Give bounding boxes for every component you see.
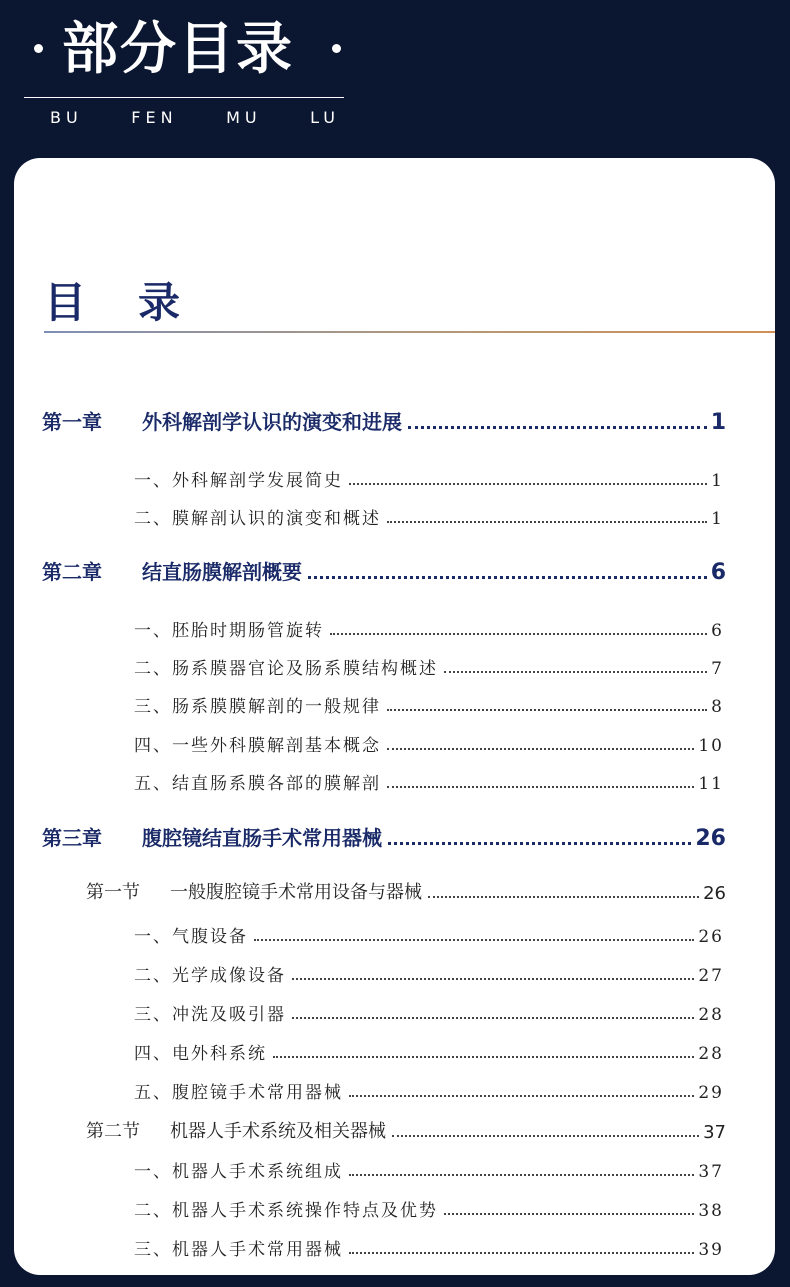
toc-heading: 目录 [44,278,233,327]
toc-entry-number: 第一章 [42,410,102,434]
toc-entry-label [134,1196,438,1221]
toc-entry-node[interactable] [86,878,726,904]
dot-leader [292,1016,694,1019]
toc-entry-page: 10 [698,736,724,756]
toc-entry-page: 39 [698,1240,724,1260]
toc-entry-number: 第三章 [42,826,102,850]
toc-entry-page: 37 [698,1162,724,1182]
dot-leader [388,841,691,845]
dot-leader [392,1134,699,1137]
dot-leader [408,425,707,429]
toc-entry-number: 第一节 [86,882,140,903]
toc-entry-section[interactable] [134,616,724,641]
toc-entry-chapter[interactable] [42,822,726,851]
toc-entry-page: 29 [698,1083,724,1103]
toc-entry-title: 结直肠膜解剖概要 [142,560,302,584]
toc-entry-label [134,1039,267,1064]
dot-leader [387,747,694,750]
toc-entry-label [42,556,302,585]
toc-entry-title: 一、外科解剖学发展简史 [134,471,343,491]
toc-entry-label [134,1235,343,1260]
toc-entry-title: 五、结直肠系膜各部的膜解剖 [134,774,381,794]
pinyin-syllable: BU [50,108,83,127]
toc-entry-page: 26 [703,883,726,904]
banner-pinyin [50,108,340,127]
toc-entry-title: 二、光学成像设备 [134,966,286,986]
dot-leader [254,938,694,941]
banner-title: 部分目录 [62,17,294,82]
toc-entry-title: 五、腹腔镜手术常用器械 [134,1083,343,1103]
dot-leader [292,977,694,980]
toc-entry-label [42,406,402,435]
toc-entry-page: 8 [711,697,724,717]
toc-entry-label [134,731,381,756]
toc-entry-section[interactable] [134,1078,724,1103]
toc-entry-page: 26 [695,826,726,851]
dot-leader [428,895,699,898]
bullet-dot-left [34,44,43,53]
toc-entry-label [86,1117,386,1143]
toc-entry-section[interactable] [134,504,724,529]
toc-entry-page: 38 [698,1201,724,1221]
dot-leader [273,1055,694,1058]
toc-heading-rule [44,331,775,333]
toc-entry-title: 三、机器人手术常用器械 [134,1240,343,1260]
toc-entry-section[interactable] [134,654,724,679]
toc-entry-label [134,961,286,986]
pinyin-syllable: FEN [131,108,178,127]
toc-entry-label [134,504,381,529]
toc-entry-title: 一般腹腔镜手术常用设备与器械 [170,882,422,903]
toc-entry-title: 一、气腹设备 [134,927,248,947]
toc-entry-label [134,692,381,717]
toc-entry-title: 机器人手术系统及相关器械 [170,1121,386,1142]
toc-entry-title: 三、冲洗及吸引器 [134,1005,286,1025]
toc-entry-title: 三、肠系膜膜解剖的一般规律 [134,697,381,717]
dot-leader [444,1212,694,1215]
toc-entry-section[interactable] [134,692,724,717]
toc-entry-section[interactable] [134,1196,724,1221]
toc-entry-label [42,822,382,851]
toc-entry-title: 外科解剖学认识的演变和进展 [142,410,402,434]
toc-entry-section[interactable] [134,466,724,491]
toc-entry-node[interactable] [86,1117,726,1143]
dot-leader [387,785,694,788]
toc-entry-label [134,616,324,641]
toc-entry-title: 一、胚胎时期肠管旋转 [134,621,324,641]
dot-leader [349,1251,694,1254]
toc-entry-page: 27 [698,966,724,986]
right-edge-strip [776,158,790,1275]
toc-entry-page: 28 [698,1005,724,1025]
toc-entry-page: 7 [711,659,724,679]
toc-entry-page: 1 [711,509,724,529]
toc-entry-label [134,1078,343,1103]
banner-underline [24,97,344,98]
toc-entry-title: 二、肠系膜器官论及肠系膜结构概述 [134,659,438,679]
toc-entry-label [86,878,422,904]
bullet-dot-right [332,44,341,53]
toc-entry-label [134,1157,343,1182]
dot-leader [444,670,707,673]
dot-leader [330,632,707,635]
toc-entry-page: 26 [698,927,724,947]
dot-leader [349,1094,694,1097]
dot-leader [349,482,707,485]
toc-entry-title: 二、机器人手术系统操作特点及优势 [134,1201,438,1221]
toc-entry-label [134,1000,286,1025]
toc-entry-section[interactable] [134,922,724,947]
toc-entry-label [134,769,381,794]
toc-entry-section[interactable] [134,1235,724,1260]
toc-entry-page: 11 [698,774,724,794]
toc-entry-section[interactable] [134,731,724,756]
toc-entry-page: 1 [711,471,724,491]
toc-entry-number: 第二节 [86,1121,140,1142]
toc-entry-title: 一、机器人手术系统组成 [134,1162,343,1182]
toc-entry-section[interactable] [134,1000,724,1025]
toc-entry-label [134,922,248,947]
toc-entry-label [134,466,343,491]
toc-entry-page: 37 [703,1122,726,1143]
toc-entry-section[interactable] [134,769,724,794]
header-banner [0,0,790,160]
toc-entry-section[interactable] [134,961,724,986]
toc-entry-chapter[interactable] [42,556,726,585]
toc-entry-title: 二、膜解剖认识的演变和概述 [134,509,381,529]
toc-entry-title: 四、一些外科膜解剖基本概念 [134,736,381,756]
pinyin-syllable: LU [310,108,340,127]
toc-entry-page: 6 [710,560,726,585]
toc-entry-page: 1 [710,410,726,435]
dot-leader [349,1173,694,1176]
pinyin-syllable: MU [226,108,262,127]
toc-card [14,158,775,1275]
toc-entry-label [134,654,438,679]
toc-entry-title: 腹腔镜结直肠手术常用器械 [142,826,382,850]
dot-leader [387,520,707,523]
dot-leader [308,575,707,579]
toc-entry-page: 6 [711,621,724,641]
toc-entry-number: 第二章 [42,560,102,584]
toc-entry-section[interactable] [134,1157,724,1182]
toc-entry-page: 28 [698,1044,724,1064]
toc-entry-title: 四、电外科系统 [134,1044,267,1064]
toc-entry-section[interactable] [134,1039,724,1064]
dot-leader [387,708,707,711]
toc-entry-chapter[interactable] [42,406,726,435]
